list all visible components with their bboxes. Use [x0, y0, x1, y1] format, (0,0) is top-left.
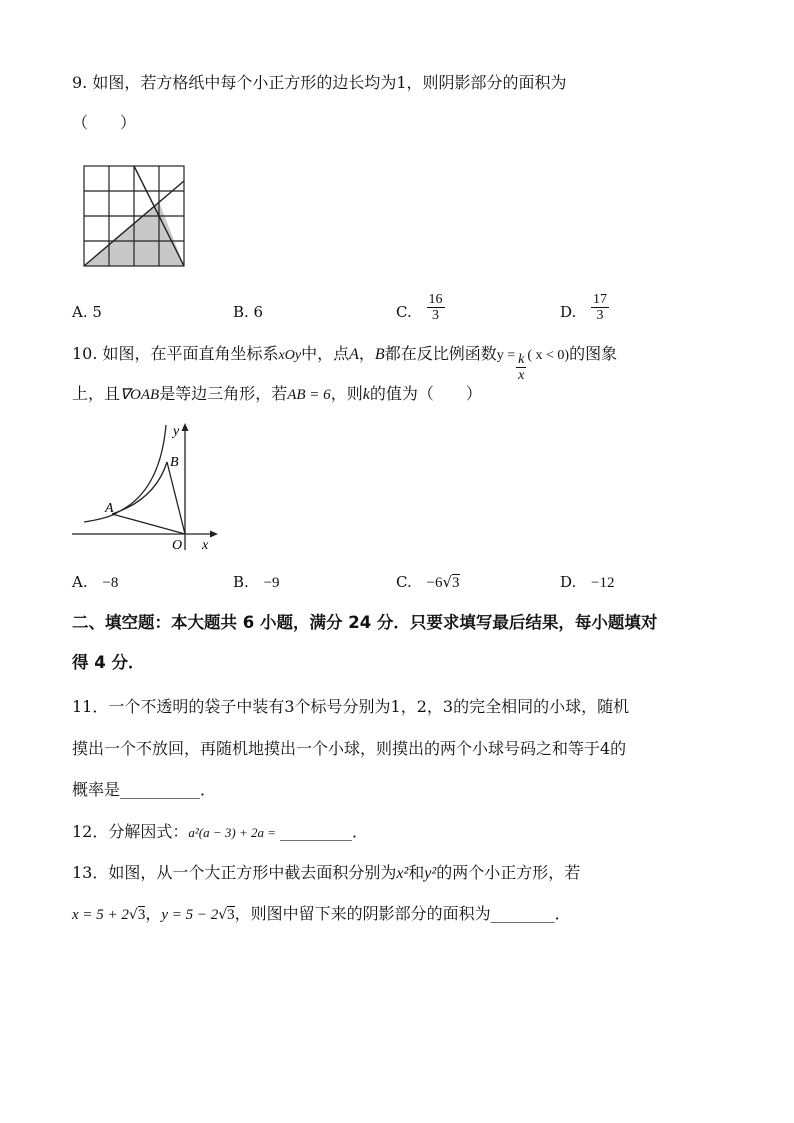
q10-option-d-value: −12: [591, 575, 615, 591]
q10-func-den: x: [518, 368, 525, 383]
q10-func-condition: ( x < 0): [527, 348, 570, 363]
q9-option-d-denominator: 3: [596, 308, 604, 323]
q10-k: k: [362, 386, 370, 403]
q10-line2-text1: 上，且: [72, 384, 121, 403]
q10-label-o: O: [172, 538, 183, 553]
q12-prefix: 12．分解因式：: [72, 822, 189, 841]
q9-option-a: A. 5: [72, 303, 102, 321]
q10-option-a-label: A.: [72, 573, 88, 591]
q10-option-a-value: −8: [102, 575, 119, 591]
q12-line: [72, 822, 368, 843]
q9-grid-figure: [80, 163, 190, 271]
q10-label-y: y: [173, 424, 180, 439]
q10-line2-text4: 的值为（ ）: [369, 384, 482, 403]
q10-comma: ，: [358, 344, 375, 363]
q9-option-c-fraction: [427, 292, 445, 323]
q10-ab-equals: AB = 6: [287, 387, 331, 403]
q9-option-d-label: D.: [560, 303, 577, 321]
q13-text3: ，则图中留下来的阴影部分的面积为________．: [234, 904, 571, 923]
q10-stem-text4: 的图象: [569, 344, 618, 363]
q13-y-radical-sign: √: [218, 907, 228, 923]
q10-label-x: x: [202, 538, 209, 553]
q10-hyperbola-curve: [84, 425, 166, 522]
section2-heading-line2: 得 4 分．: [72, 653, 145, 672]
section2-heading-line1: 二、填空题：本大题共 6 小题，满分 24 分．只要求填写最后结果，每小题填对: [72, 613, 658, 632]
q9-answer-paren: （ ）: [72, 113, 137, 132]
q9-option-c: [396, 292, 445, 323]
q13-x-radical-sign: √: [128, 907, 138, 923]
q10-label-b: B: [170, 455, 179, 470]
q11-line1: 11．一个不透明的袋子中装有3个标号分别为1，2，3的完全相同的小球，随机: [72, 697, 630, 716]
q9-option-d-fraction: [591, 292, 609, 323]
q10-option-d-label: D.: [560, 573, 577, 591]
q9-option-c-numerator: 16: [428, 292, 443, 307]
q9-option-d: [560, 292, 609, 323]
q13-x-radicand: 3: [137, 907, 146, 923]
q10-stem-line2: [72, 384, 482, 405]
q13-y-squared: y²: [424, 865, 437, 882]
q10-triangle-oab: ∇OAB: [120, 387, 160, 403]
q13-x-value: x = 5 + 2: [72, 907, 129, 923]
q10-y-axis-arrow: [182, 423, 189, 431]
q10-func-fraction: [516, 352, 526, 383]
q13-x-squared: x²: [396, 865, 409, 882]
q9-stem: 9. 如图，若方格纸中每个小正方形的边长均为1，则阴影部分的面积为: [72, 73, 567, 92]
q10-label-a: A: [105, 501, 114, 516]
q10-option-b-value: −9: [263, 575, 280, 591]
q9-option-c-denominator: 3: [432, 308, 439, 323]
q13-y-value: y = 5 − 2: [161, 907, 219, 923]
q10-stem-text3: 都在反比例函数: [384, 344, 497, 363]
q10-option-c-label: C.: [396, 573, 412, 591]
q10-segment-oa: [112, 514, 185, 534]
q10-stem-text1: 10. 如图，在平面直角坐标系: [72, 344, 279, 363]
q13-text1: 13．如图，从一个大正方形中截去面积分别为: [72, 863, 397, 882]
q11-line3: 概率是__________．: [72, 780, 217, 799]
q10-option-a: [72, 572, 118, 593]
q13-line2: [72, 904, 571, 925]
q10-line2-text2: 是等边三角形，若: [159, 384, 288, 403]
q10-option-c-radical-sign: √: [442, 573, 453, 591]
q10-func-lhs: y =: [496, 348, 516, 363]
q10-func-num: k: [518, 352, 525, 367]
q13-separator: ，: [145, 904, 162, 923]
q10-point-b: B: [374, 346, 385, 363]
q10-xoy: xOy: [278, 348, 302, 363]
q10-option-c-value: −6: [426, 575, 443, 591]
q10-option-b-label: B.: [233, 573, 249, 591]
q13-y-radicand: 3: [227, 907, 235, 923]
q10-segment-ob: [167, 462, 185, 534]
q10-option-c: [396, 572, 460, 593]
q10-option-d: [560, 572, 615, 593]
q10-point-a: A: [349, 346, 359, 363]
q10-option-c-radicand: 3: [452, 575, 460, 591]
q13-and: 和: [408, 863, 425, 882]
q10-line2-text3: ，则: [330, 384, 363, 403]
q10-stem-line1: [72, 344, 617, 383]
q13-line1: [72, 863, 580, 884]
q11-line2: 摸出一个不放回，再随机地摸出一个小球，则摸出的两个小球号码之和等于4的: [72, 739, 627, 758]
q10-option-b: [233, 572, 280, 593]
q10-x-axis-arrow: [210, 531, 218, 538]
q9-option-b: B. 6: [233, 303, 264, 321]
q10-segment-ab: [112, 462, 167, 514]
q10-coordinate-figure: [70, 420, 220, 555]
q12-expression: a²(a − 3) + 2a =: [188, 825, 276, 840]
q9-option-d-numerator: 17: [593, 292, 608, 307]
q13-text2: 的两个小正方形，若: [436, 863, 581, 882]
q9-option-c-label: C.: [396, 303, 412, 321]
q12-answer-blank: _________．: [280, 822, 369, 841]
q10-stem-text2: 中，点: [301, 344, 350, 363]
